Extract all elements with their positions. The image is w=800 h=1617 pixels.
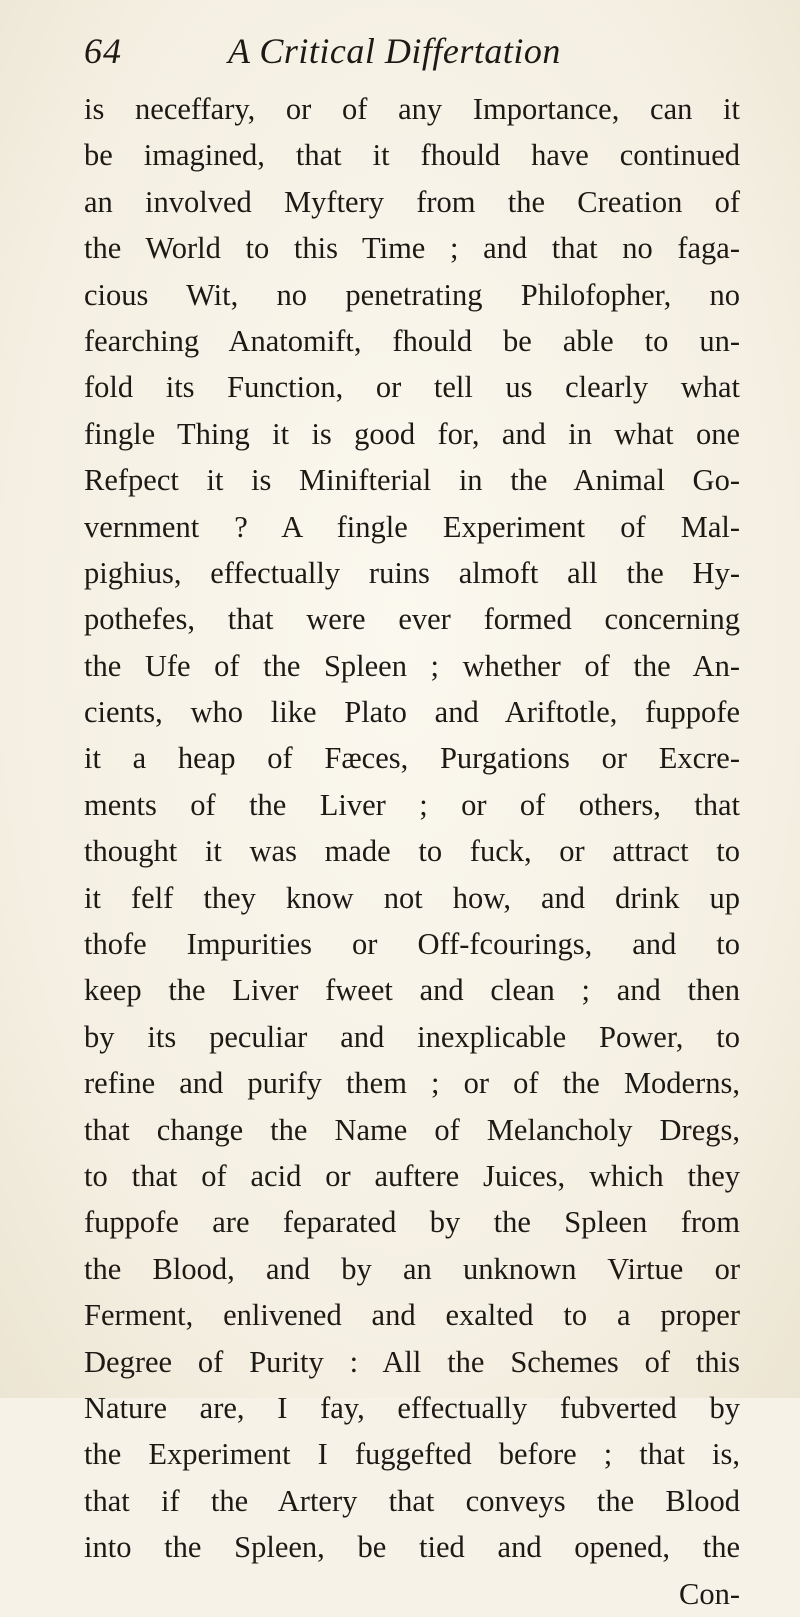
text-line: it a heap of Fæces, Purgations or Excre- [84, 741, 740, 776]
catchword: Con- [679, 1576, 740, 1611]
running-head: A Critical Differtation [228, 31, 561, 71]
text-line: the Experiment I fuggefted before ; that is, [84, 1437, 740, 1472]
body-text [84, 86, 740, 1617]
text-line: be imagined, that it fhould have continued [84, 138, 740, 173]
page-header [84, 30, 724, 80]
text-line: the Blood, and by an unknown Virtue or [84, 1251, 740, 1286]
text-line: fearching Anatomift, fhould be able to un- [84, 323, 740, 358]
text-line: Refpect it is Minifterial in the Animal Go- [84, 463, 740, 498]
text-line: Nature are, I fay, effectually fubverted by [84, 1390, 740, 1425]
text-line: that if the Artery that conveys the Blood [84, 1483, 740, 1518]
text-line: the Ufe of the Spleen ; whether of the An- [84, 648, 740, 683]
text-line: an involved Myftery from the Creation of [84, 184, 740, 219]
text-line: thought it was made to fuck, or attract to [84, 834, 740, 869]
text-line: the World to this Time ; and that no faga- [84, 231, 740, 266]
text-line: fuppofe are feparated by the Spleen from [84, 1205, 740, 1240]
text-line: pighius, effectually ruins almoft all the Hy- [84, 555, 740, 590]
text-line: it felf they know not how, and drink up [84, 880, 740, 915]
text-line: Degree of Purity : All the Schemes of this [84, 1344, 740, 1379]
text-line: fold its Function, or tell us clearly what [84, 370, 740, 405]
text-line: vernment ? A fingle Experiment of Mal- [84, 509, 740, 544]
text-line: to that of acid or auftere Juices, which they [84, 1158, 740, 1193]
text-line: fingle Thing it is good for, and in what one [84, 416, 740, 451]
text-line: Ferment, enlivened and exalted to a proper [84, 1298, 740, 1333]
text-line: is neceffary, or of any Importance, can it [84, 92, 740, 126]
page-number: 64 [84, 31, 122, 71]
text-line: that change the Name of Melancholy Dregs, [84, 1112, 740, 1147]
text-line: keep the Liver fweet and clean ; and then [84, 973, 740, 1008]
text-line: pothefes, that were ever formed concerning [84, 602, 740, 637]
text-line: by its peculiar and inexplicable Power, to [84, 1019, 740, 1054]
text-line: thofe Impurities or Off-fcourings, and to [84, 927, 740, 962]
text-line: cients, who like Plato and Ariftotle, fuppofe [84, 695, 740, 730]
text-line: refine and purify them ; or of the Moderns, [84, 1066, 740, 1101]
text-line: into the Spleen, be tied and opened, the [84, 1530, 740, 1565]
text-line: cious Wit, no penetrating Philofopher, no [84, 277, 740, 312]
text-line: ments of the Liver ; or of others, that [84, 787, 740, 822]
